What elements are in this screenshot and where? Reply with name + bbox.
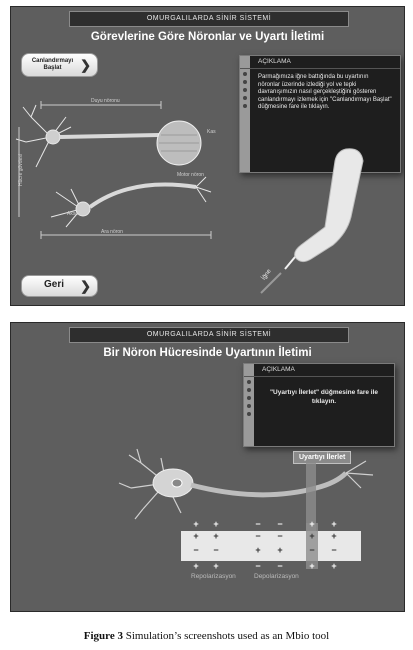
arm-illustration xyxy=(251,147,391,297)
charge-sign: − xyxy=(277,531,283,541)
charge-sign: + xyxy=(309,531,315,541)
label-effector: Motor nöron xyxy=(177,172,204,178)
caption-label: Figure 3 xyxy=(83,630,123,642)
neuron-reflex-illustration xyxy=(11,97,241,247)
explanation-text: "Uyartıyı İlerlet" düğmesine fare ile tıklayın. xyxy=(269,389,379,405)
simulation-screen-2 xyxy=(10,322,405,612)
back-button-label: Geri xyxy=(44,279,65,290)
explanation-text: Parmağımıza iğne battığında bu uyartının nöronlar üzerinde izlediği yol ve tepki davranışımızın nasıl gerçekleştiğini gösteren canlandırmayı izlemek için "Canlandırmayı Başlat" düğmesine fare ile tıklayın. xyxy=(258,74,392,110)
charge-sign: + xyxy=(193,519,199,529)
page-title: Bir Nöron Hücresinde Uyartının İletimi xyxy=(103,347,312,359)
charge-sign: + xyxy=(277,545,283,555)
charge-sign: − xyxy=(277,519,283,529)
label-motor-neuron: Duyu nöronu xyxy=(91,98,120,104)
advance-signal-button[interactable]: Uyartıyı İlerlet xyxy=(293,451,351,464)
charge-sign: + xyxy=(309,519,315,529)
back-button[interactable] xyxy=(21,275,98,297)
label-muscle: Kas xyxy=(207,129,216,135)
charge-sign: + xyxy=(213,531,219,541)
explanation-header: AÇIKLAMA xyxy=(240,56,400,69)
charge-sign: + xyxy=(331,561,337,571)
caption-text: Simulation’s screenshots used as an Mbio tool xyxy=(122,630,330,642)
repolarization-label: Repolarizasyon xyxy=(191,573,236,580)
depolarization-label: Depolarizasyon xyxy=(254,573,299,580)
charge-sign: − xyxy=(331,545,337,555)
charge-sign: − xyxy=(255,531,261,541)
app-header-bar: OMURGALILARDA SİNİR SİSTEMİ xyxy=(69,327,349,343)
page-title: Görevlerine Göre Nöronlar ve Uyartı İletimi xyxy=(90,31,325,43)
label-interneuron: Ara nöron xyxy=(101,229,123,235)
charge-sign: + xyxy=(213,561,219,571)
charge-sign: + xyxy=(331,531,337,541)
charge-sign: − xyxy=(255,519,261,529)
label-needle: İğne xyxy=(261,268,273,282)
chevron-right-icon: ❯ xyxy=(80,278,91,294)
explanation-panel xyxy=(243,363,395,447)
charge-sign: + xyxy=(193,561,199,571)
label-cell-body: Hücre gövdesi xyxy=(17,154,24,186)
simulation-screen-1 xyxy=(10,6,405,306)
start-animation-button[interactable] xyxy=(21,53,98,77)
charge-sign: − xyxy=(193,545,199,555)
start-animation-label: Canlandırmayı Başlat xyxy=(31,58,74,71)
charge-sign: + xyxy=(331,519,337,529)
charge-sign: − xyxy=(213,545,219,555)
charge-sign: + xyxy=(255,545,261,555)
chevron-right-icon: ❯ xyxy=(80,57,91,73)
charge-sign: − xyxy=(255,561,261,571)
charge-sign: + xyxy=(193,531,199,541)
charge-sign: − xyxy=(309,545,315,555)
charge-sign: − xyxy=(277,561,283,571)
explanation-header: AÇIKLAMA xyxy=(244,364,394,377)
charge-sign: + xyxy=(213,519,219,529)
charge-sign: + xyxy=(309,561,315,571)
app-header-bar: OMURGALILARDA SİNİR SİSTEMİ xyxy=(69,11,349,27)
panel-scroll-strip xyxy=(240,56,250,172)
figure-caption xyxy=(0,630,413,642)
label-axon: Akson xyxy=(67,211,81,217)
